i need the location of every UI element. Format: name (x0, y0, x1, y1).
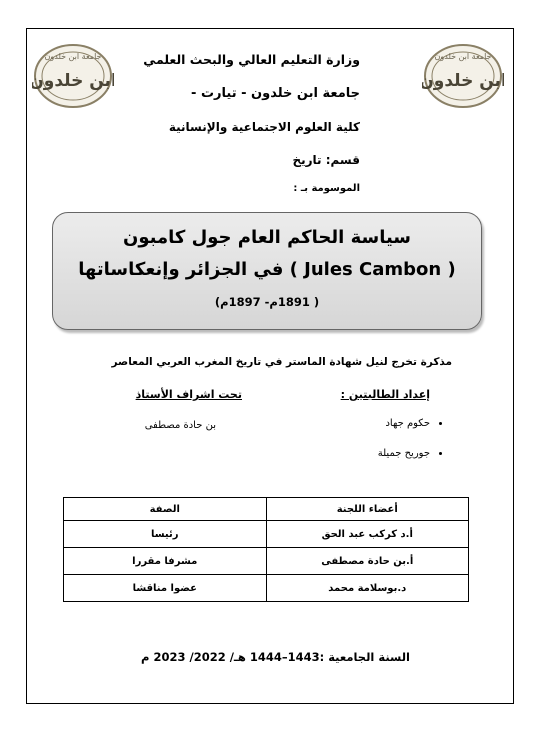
table-cell: عضوا مناقشا (64, 575, 267, 602)
university-logo-right (422, 42, 504, 110)
faculty-name: كلية العلوم الاجتماعية والإنسانية (168, 120, 360, 134)
table-cell: د.بوسلامة محمد (266, 575, 469, 602)
department-name: قسم: تاريخ (292, 153, 360, 167)
table-cell: مشرفا مقررا (64, 548, 267, 575)
university-seal-icon (422, 42, 504, 110)
svg-text:جامعة ابن خلدون: جامعة ابن خلدون (434, 52, 492, 61)
svg-text:جامعة ابن خلدون: جامعة ابن خلدون (44, 52, 102, 61)
university-seal-icon (32, 42, 114, 110)
students-list (378, 418, 444, 478)
student-name: • جوريح جميلة (378, 448, 430, 478)
table-header-cell: الصفة (64, 498, 267, 521)
table-header-cell: أعضاء اللجنة (266, 498, 469, 521)
supervisor-name: بن حادة مصطفى (144, 420, 216, 431)
titled-label: الموسومة بـ : (293, 183, 360, 194)
thesis-title-line1: سياسة الحاكم العام جول كامبون (122, 227, 412, 248)
table-row (64, 521, 469, 548)
svg-text:ابن خلدون: ابن خلدون (32, 71, 114, 91)
svg-text:ابن خلدون: ابن خلدون (422, 71, 504, 91)
thesis-title-line2: ( Jules Cambon ) في الجزائر وإنعكاساتها (78, 259, 456, 280)
memo-description: مذكرة تخرج لنيل شهادة الماستر في تاريخ المغرب العربي المعاصر (111, 356, 452, 368)
student-name: • حكوم جهاد (378, 418, 430, 448)
table-row (64, 575, 469, 602)
supervisor-heading: تحت اشراف الأستاذ (135, 388, 242, 401)
table-cell: رئيسا (64, 521, 267, 548)
table-row (64, 548, 469, 575)
thesis-dates: ( 1891م- 1897م) (214, 295, 320, 309)
table-cell: أ.بن حادة مصطفى (266, 548, 469, 575)
university-logo-left (32, 42, 114, 110)
ministry-name: وزارة التعليم العالي والبحث العلمي (143, 52, 360, 67)
committee-table (63, 497, 469, 602)
academic-year: السنة الجامعية :1443–1444 هـ/ 2022/ 2023 م (141, 650, 410, 664)
university-name: جامعة ابن خلدون - تيارت - (191, 86, 360, 101)
thesis-title-box (52, 212, 482, 330)
table-cell: أ.د كركب عبد الحق (266, 521, 469, 548)
table-header-row (64, 498, 469, 521)
students-heading: إعداد الطالبتين : (340, 388, 430, 401)
